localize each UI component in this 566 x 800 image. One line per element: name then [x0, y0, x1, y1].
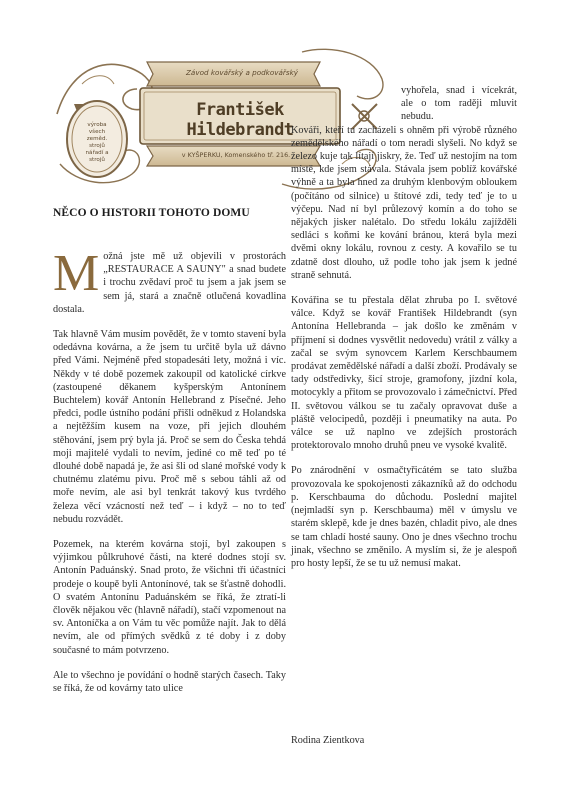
- side-note-line: nářadí a: [85, 150, 109, 156]
- paragraph-continued: vyhořela, snad i vícekrát, ale o tom raději mluvit nebudu.: [401, 85, 517, 123]
- letterhead-address: v KYŠPERKU, Komenského tř. 216.: [181, 151, 291, 159]
- side-note-line: výroba: [87, 122, 107, 128]
- intro-text: ožná jste mě už objevili v prostorách „RESTAURACE A SAUNY" a snad budete i trochu zvědaví proč tu jsem a jak jsem se sem já, stará a značně otlučená kovadlina dostala.: [53, 251, 286, 315]
- side-note-line: strojů: [89, 157, 105, 163]
- paragraph: Pozemek, na kterém kovárna stojí, byl zakoupen s výjimkou půlkruhové části, na které dodnes stojí sv. Antonín Paduánský. Snad proto, že všichni tři účastníci prodeje o koupě byli Antonínové, tak se šťastně dohodli. O svatém Antonínu Paduánském se říká, že ztratí-li člověk nějakou věc (hlavně nářadí), stačí vzpomenout na sv. Antoníčka a on Vám tu věc pomůže najít. Jak to dělá nevím, ale od přímých svědků z té doby i z doby současné to mám potvrzeno.: [53, 539, 286, 656]
- letterhead-side-note: [78, 122, 116, 164]
- article-heading: NĚCO O HISTORII TOHOTO DOMU: [53, 207, 250, 219]
- paragraph: Tak hlavně Vám musím povědět, že v tomto stavení byla odedávna kovárna, a že jsem tu určitě byla už dávno před Vámi. Nejméně před stopadesáti lety, možná i víc. Někdy v té době pozemek zakoupil od katolické církve (zastoupené děkanem kyšperským Antonínem Buchtelem) kovář Antonín Hellebrand z Písečné. Jeho předci, podle ústního podání přišli odněkud z Holandska a nejtěžším kusem na voze, při jejich dlouhém stěhování, jsem prý byla já. Proč se sem do Česka tehdá moji majitelé vydali to nevím, jediné co mě teď po té dlouhé době napadá je, že asi šli od slané mořské vody k chutnému zlatému pivu. Proč mě s sebou táhli až od moře nevím, ale asi byl tenkrát takový kus tvrdého železa věcí vzácností než teď – i když – no to teď nebudu rozvádět.: [53, 329, 286, 525]
- paragraph: Kovářina se tu přestala dělat zhruba po I. světové válce. Když se kovář František Hildebrandt (syn Antonína Hellebranda – jak došlo ke změnám v příjmení si dodnes vysvětlit nedovedu) vrátil z války a začal se svým synovcem Karlem Kerschbaumem prodávat zemědělské nářadí a další zboží. Prodávaly se tady odstředivky, šicí stroje, gramofony, jízdní kola, motocykly a přitom se provozovalo i zámečnictví. Před II. světovou válkou se tu začaly opravovat duše a pláště velocipedů, později i pneumatiky na auta. Po válce se už naplno ve zdejších prostorách protektorovalo mnoho druhů pneu ve vysoké kvalitě.: [291, 295, 517, 452]
- drop-cap: M: [53, 245, 100, 302]
- intro-paragraph: [53, 245, 286, 316]
- paragraph: Po znárodnění v osmačtyřicátém se tato služba provozovala ke spokojenosti zákazníků až do odchodu p. Kerschbauma do důchodu. Poslední majitel (nejmladší syn p. Kerschbauma) měl v úmyslu ve starém sklepě, kde je dnes bazén, chladit pivo, ale dnes se tam chladí hosté sauny. Ono je dnes všechno trochu jinak, všechno se změnilo. A myslím si, že je alespoň pro hosty lepší, že se tu už nemusí makat.: [291, 465, 517, 569]
- paragraph: Kováři, kteří tu zacházeli s ohněm při výrobě různého zemědělského nářadí o tom neradi slyšeli. No když se železo kuje tak lítají jiskry, že. Teď už nestojím na tom místě, kde jsem stávala. Stávala jsem poblíž kovářské výhně a ta byla hned za druhým klenbovým obloukem (počítáno od silnice) u štítové zdi, tedy teď je to u výčepu. Nad ní byl průlezový komín a do toho se nějakých jisker nalétalo. Do středu lokálu zajížděli sedláci s koňmi ke kování bránou, která byla mezi dvěmi okny lokálu, rovnou z cesty. A kovařilo se tu zdatně dost dlouho, už podle toho jak jsem k jedné straně sehnutá.: [291, 124, 517, 281]
- side-note-line: všech zeměd.: [86, 129, 108, 142]
- paragraph: Ale to všechno je povídání o hodně starých časech. Taky se říká, že od kovárny tato ulice: [53, 669, 286, 695]
- letterhead-trade: Závod kovářský a podkovářský: [186, 68, 298, 77]
- left-column: [53, 245, 286, 707]
- side-note-line: strojů: [89, 143, 105, 149]
- right-column: [291, 84, 517, 582]
- signature: Rodina Zientkova: [291, 735, 365, 746]
- letterhead-name: František Hildebrandt: [186, 100, 294, 140]
